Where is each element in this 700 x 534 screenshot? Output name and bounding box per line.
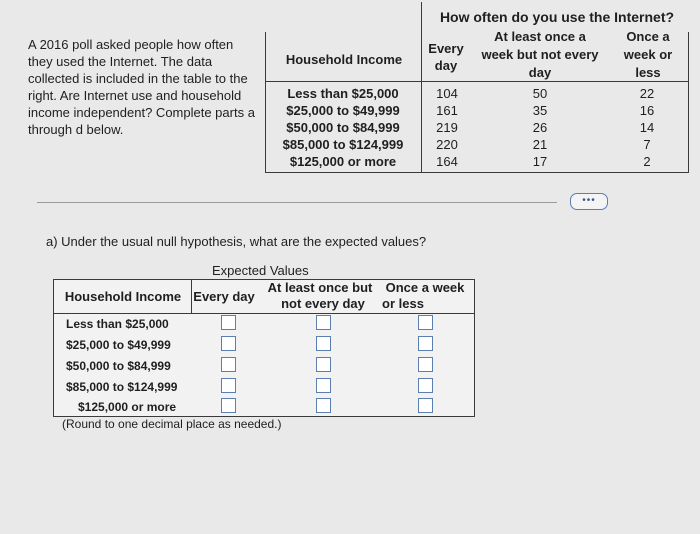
cell-weekly: 26 bbox=[532, 120, 548, 135]
ev-header-less-l1: Once a week bbox=[385, 280, 465, 295]
data-table bbox=[265, 2, 689, 174]
ev-header-weekly-l1: At least once but bbox=[267, 280, 373, 295]
problem-intro: A 2016 poll asked people how often they used the Internet. The data collected is included in the table to the right. Are Internet use and household income independent? Complete parts a through d below. bbox=[28, 37, 255, 137]
super-header: How often do you use the Internet? bbox=[439, 9, 675, 25]
col-weekly-l1: At least once a bbox=[494, 29, 586, 44]
expand-more-button[interactable]: ••• bbox=[570, 193, 608, 210]
row-header: Household Income bbox=[285, 52, 403, 67]
ev-input-every-day[interactable] bbox=[221, 315, 236, 330]
ev-input-less[interactable] bbox=[418, 378, 433, 393]
ev-header-weekly-l2: not every day bbox=[281, 296, 365, 311]
ev-row-label: $50,000 to $84,999 bbox=[66, 359, 171, 373]
ev-input-weekly[interactable] bbox=[316, 378, 331, 393]
table-row bbox=[265, 86, 689, 103]
cell-weekly: 17 bbox=[532, 154, 548, 169]
col-less-l2: week or bbox=[623, 47, 673, 62]
row-label: Less than $25,000 bbox=[287, 86, 399, 101]
cell-every-day: 164 bbox=[436, 154, 458, 169]
row-label: $125,000 or more bbox=[289, 154, 397, 169]
question-a: a) Under the usual null hypothesis, what are the expected values? bbox=[46, 234, 427, 249]
ev-input-less[interactable] bbox=[418, 315, 433, 330]
cell-less: 2 bbox=[643, 154, 651, 169]
ev-row-label: $25,000 to $49,999 bbox=[66, 338, 171, 352]
row-label: $25,000 to $49,999 bbox=[286, 103, 400, 118]
expected-values-table bbox=[53, 279, 475, 417]
ev-input-weekly[interactable] bbox=[316, 398, 331, 413]
cell-every-day: 104 bbox=[436, 86, 458, 101]
ev-input-less[interactable] bbox=[418, 336, 433, 351]
data-table-header-line bbox=[265, 81, 689, 82]
cell-weekly: 50 bbox=[532, 86, 548, 101]
row-label: $50,000 to $84,999 bbox=[286, 120, 400, 135]
table-row bbox=[265, 137, 689, 154]
ev-input-every-day[interactable] bbox=[221, 336, 236, 351]
ev-input-every-day[interactable] bbox=[221, 357, 236, 372]
ev-input-less[interactable] bbox=[418, 357, 433, 372]
cell-weekly: 21 bbox=[532, 137, 548, 152]
expected-values-caption: Expected Values bbox=[212, 263, 309, 278]
ev-header-income: Household Income bbox=[64, 289, 182, 304]
table-row bbox=[265, 154, 689, 171]
table-row bbox=[265, 103, 689, 120]
cell-less: 14 bbox=[639, 120, 655, 135]
row-label: $85,000 to $124,999 bbox=[282, 137, 404, 152]
ev-header-less-l2: or less bbox=[382, 296, 424, 311]
table-row bbox=[265, 120, 689, 137]
col-weekly-l2: week but not every bbox=[481, 47, 599, 62]
ev-row-label: Less than $25,000 bbox=[66, 317, 169, 331]
rounding-note: (Round to one decimal place as needed.) bbox=[62, 417, 282, 431]
ev-header-line bbox=[54, 313, 474, 314]
cell-every-day: 219 bbox=[436, 120, 458, 135]
col-every-day-l1: Every bbox=[428, 41, 464, 56]
section-divider bbox=[37, 202, 557, 203]
ev-header-every-day: Every day bbox=[193, 289, 255, 304]
ev-input-every-day[interactable] bbox=[221, 378, 236, 393]
col-weekly-l3: day bbox=[528, 65, 552, 80]
ev-input-weekly[interactable] bbox=[316, 336, 331, 351]
cell-less: 16 bbox=[639, 103, 655, 118]
ev-input-weekly[interactable] bbox=[316, 357, 331, 372]
ev-input-every-day[interactable] bbox=[221, 398, 236, 413]
col-less-l3: less bbox=[635, 65, 661, 80]
ev-row-label: $125,000 or more bbox=[78, 400, 177, 414]
cell-less: 22 bbox=[639, 86, 655, 101]
ev-row-label: $85,000 to $124,999 bbox=[66, 380, 178, 394]
cell-every-day: 220 bbox=[436, 137, 458, 152]
cell-every-day: 161 bbox=[436, 103, 458, 118]
col-every-day-l2: day bbox=[434, 58, 458, 73]
cell-weekly: 35 bbox=[532, 103, 548, 118]
col-less-l1: Once a bbox=[626, 29, 670, 44]
ev-input-weekly[interactable] bbox=[316, 315, 331, 330]
ev-input-less[interactable] bbox=[418, 398, 433, 413]
cell-less: 7 bbox=[643, 137, 651, 152]
